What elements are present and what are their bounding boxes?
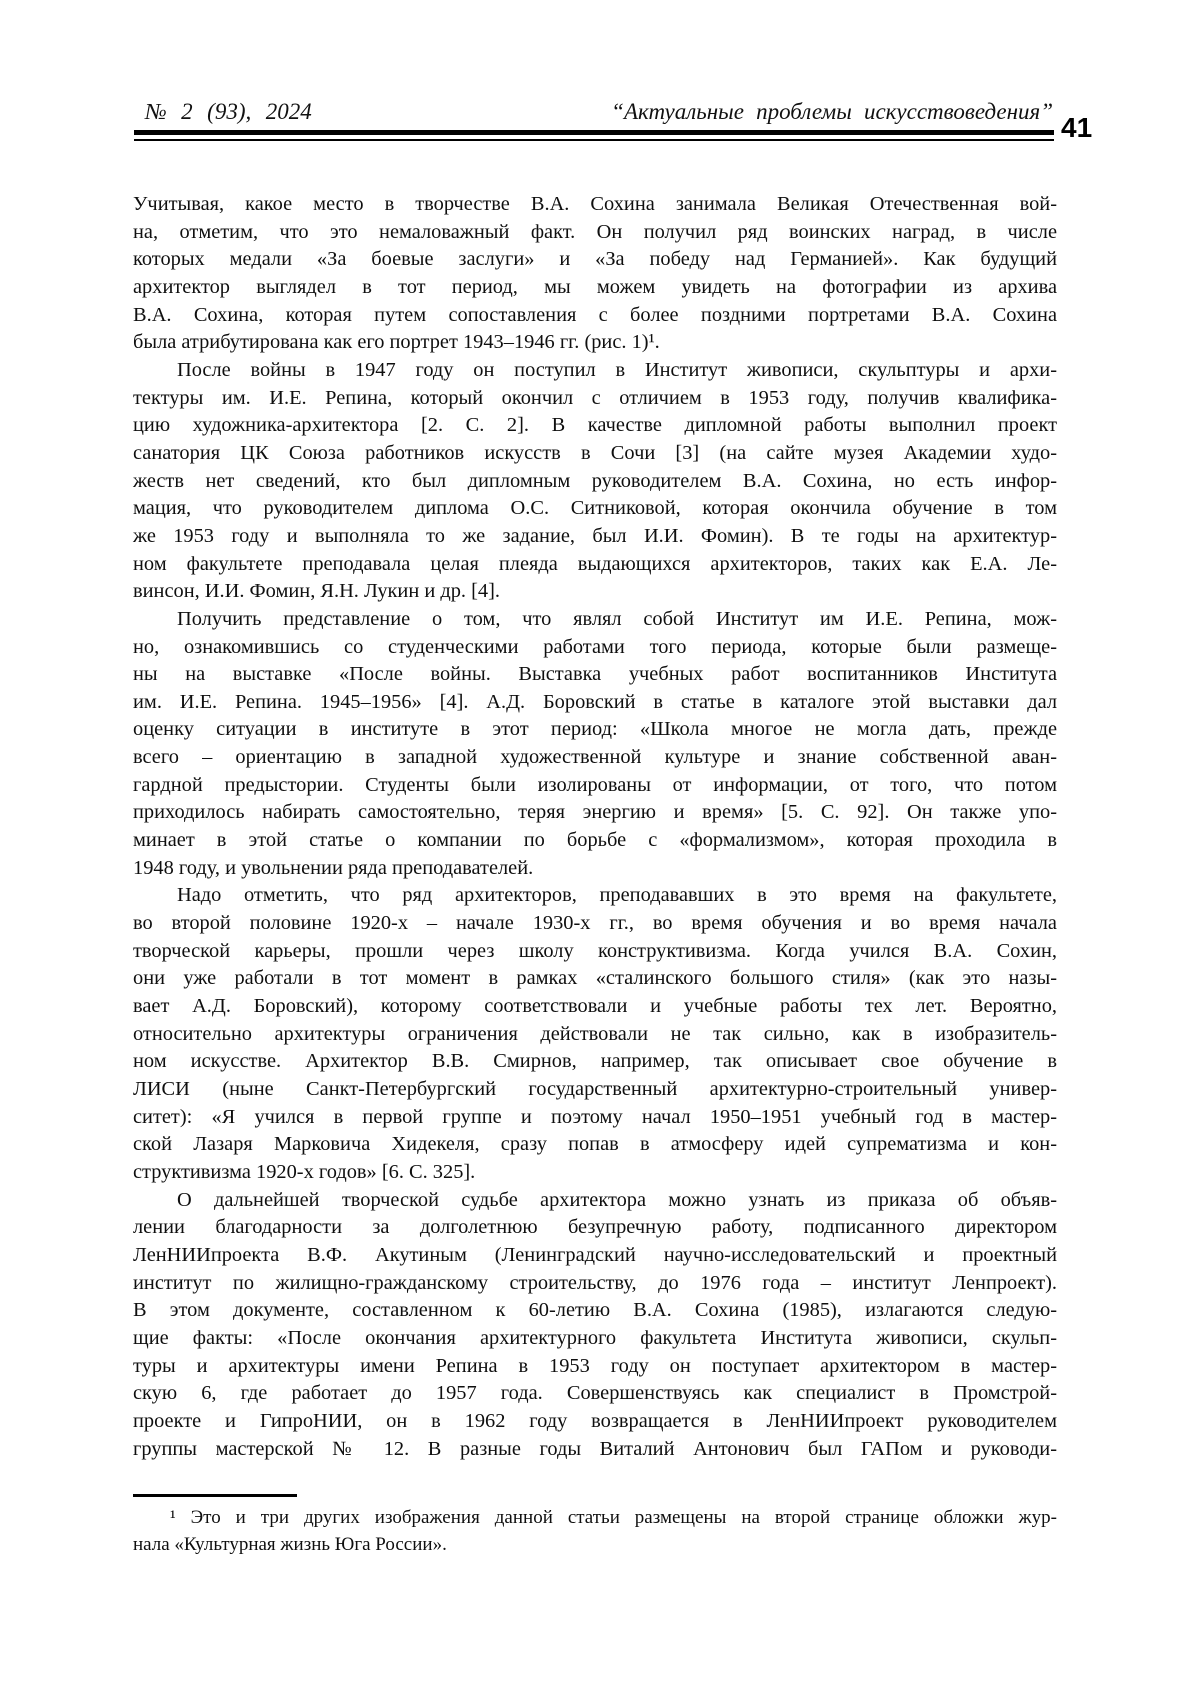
text-line: ЛИСИ (ныне Санкт-Петербургский государственный архитектурно-строительный универ- xyxy=(133,1078,1057,1100)
text-line: винсон, И.И. Фомин, Я.Н. Лукин и др. [4]. xyxy=(133,580,501,603)
text-line: относительно архитектуры ограничения действовали не так сильно, как в изобразитель- xyxy=(133,1022,1057,1045)
header-rule-thin xyxy=(134,139,1054,141)
text-line: В этом документе, составленном к 60-летию В.А. Сохина (1985), излагаются следую- xyxy=(133,1299,1057,1322)
text-line: была атрибутирована как его портрет 1943–1946 гг. (рис. 1)¹. xyxy=(133,331,660,354)
text-line: ЛенНИИпроекта В.Ф. Акутиным (Ленинградский научно-исследовательский и проектный xyxy=(133,1243,1057,1266)
text-line: архитектор выглядел в тот период, мы можем увидеть на фотографии из архива xyxy=(133,275,1057,298)
paragraph xyxy=(133,882,1057,1186)
text-line: санатория ЦК Союза работников искусств в Сочи [3] (на сайте музея Академии худо- xyxy=(133,441,1057,464)
text-line: жеств нет сведений, кто был дипломным руководителем В.А. Сохина, но есть инфор- xyxy=(133,469,1057,492)
issue-number: № 2 (93), 2024 xyxy=(145,99,312,124)
text-line: всего – ориентацию в западной художественной культуре и знание собственной аван- xyxy=(133,746,1057,769)
text-line: которых медали «За боевые заслуги» и «За победу над Германией». Как будущий xyxy=(133,248,1057,271)
text-line: тектуры им. И.Е. Репина, который окончил с отличием в 1953 году, получив квалифика- xyxy=(133,386,1057,409)
text-line: После войны в 1947 году он поступил в Институт живописи, скульптуры и архи- xyxy=(177,358,1057,381)
page-header xyxy=(145,99,1053,125)
text-line: гардной предыстории. Студенты были изолированы от информации, от того, что потом xyxy=(133,773,1057,796)
text-line: лении благодарности за долголетнюю безупречную работу, подписанного директором xyxy=(133,1216,1057,1239)
footnote xyxy=(133,1504,1057,1558)
text-line: ны на выставке «После войны. Выставка учебных работ воспитанников Института xyxy=(133,663,1057,686)
footnote-line: нала «Культурная жизнь Юга России». xyxy=(133,1534,447,1555)
paragraph xyxy=(133,606,1057,883)
text-line: проекте и ГипроНИИ, он в 1962 году возвращается в ЛенНИИпроект руководителем xyxy=(133,1409,1057,1432)
text-line: мация, что руководителем диплома О.С. Ситниковой, которая окончила обучение в том xyxy=(133,497,1057,520)
text-line: структивизма 1920-х годов» [6. С. 325]. xyxy=(133,1160,476,1183)
paragraph xyxy=(133,191,1057,357)
text-line: минает в этой статье о компании по борьбе с «формализмом», которая проходила в xyxy=(133,829,1057,852)
text-line: во второй половине 1920-х – начале 1930-х гг., во время обучения и во время начала xyxy=(133,912,1057,935)
text-line: но, ознакомившись со студенческими работами того периода, которые были размеще- xyxy=(133,635,1057,658)
text-line: на, отметим, что это немаловажный факт. Он получил ряд воинских наград, в числе xyxy=(133,220,1057,243)
text-line: О дальнейшей творческой судьбе архитектора можно узнать из приказа об объяв- xyxy=(177,1188,1057,1211)
text-line: щие факты: «После окончания архитектурного факультета Института живописи, скульп- xyxy=(133,1326,1057,1349)
text-line: ном искусстве. Архитектор В.В. Смирнов, например, так описывает свое обучение в xyxy=(133,1050,1057,1073)
footnote-rule xyxy=(133,1494,297,1497)
text-line: творческой карьеры, прошли через школу конструктивизма. Когда учился В.А. Сохин, xyxy=(133,939,1057,962)
text-line: же 1953 году и выполняла то же задание, был И.И. Фомин). В те годы на архитектур- xyxy=(133,524,1057,547)
paragraph xyxy=(133,357,1057,606)
text-line: ном факультете преподавала целая плеяда выдающихся архитекторов, таких как Е.А. Ле- xyxy=(133,552,1057,575)
text-line: оценку ситуации в институте в этот период: «Школа многое не могла дать, прежде xyxy=(133,718,1057,741)
header-rule-thick xyxy=(134,130,1054,135)
article-body xyxy=(133,191,1057,1463)
text-line: ситет): «Я учился в первой группе и поэтому начал 1950–1951 учебный год в мастер- xyxy=(133,1105,1057,1128)
text-line: институт по жилищно-гражданскому строительству, до 1976 года – институт Ленпроект). xyxy=(133,1271,1057,1294)
text-line: ской Лазаря Марковича Хидекеля, сразу попав в атмосферу идей супрематизма и кон- xyxy=(133,1133,1057,1156)
text-line: туры и архитектуры имени Репина в 1953 году он поступает архитектором в мастер- xyxy=(133,1354,1057,1377)
footnote-line: ¹ Это и три других изображения данной статьи размещены на второй странице обложки жур- xyxy=(170,1507,1057,1528)
text-line: им. И.Е. Репина. 1945–1956» [4]. А.Д. Боровский в статье в каталоге этой выставки дал xyxy=(133,690,1057,713)
text-line: они уже работали в тот момент в рамках «сталинского большого стиля» (как это назы- xyxy=(133,967,1057,990)
text-line: Учитывая, какое место в творчестве В.А. Сохина занимала Великая Отечественная вой- xyxy=(133,193,1057,215)
text-line: Надо отметить, что ряд архитекторов, преподававших в это время на факультете, xyxy=(177,884,1057,907)
text-line: группы мастерской № 12. В разные годы Виталий Антонович был ГАПом и руководи- xyxy=(133,1437,1057,1460)
paragraph xyxy=(133,1187,1057,1464)
text-line: 1948 году, и увольнении ряда преподавателей. xyxy=(133,856,534,879)
text-line: вает А.Д. Боровский), которому соответствовали и учебные работы тех лет. Вероятно, xyxy=(133,995,1057,1018)
text-line: Получить представление о том, что являл собой Институт им И.Е. Репина, мож- xyxy=(177,607,1057,630)
text-line: приходилось набирать самостоятельно, теряя энергию и время» [5. С. 92]. Он также упо- xyxy=(133,801,1057,824)
text-line: В.А. Сохина, которая путем сопоставления с более поздними портретами В.А. Сохина xyxy=(133,303,1057,326)
journal-title: “Актуальные проблемы искусствоведения” xyxy=(611,99,1053,124)
page-number: 41 xyxy=(1061,112,1093,143)
text-line: скую 6, где работает до 1957 года. Совершенствуясь как специалист в Промстрой- xyxy=(133,1382,1057,1405)
text-line: цию художника-архитектора [2. С. 2]. В качестве дипломной работы выполнил проект xyxy=(133,414,1057,437)
